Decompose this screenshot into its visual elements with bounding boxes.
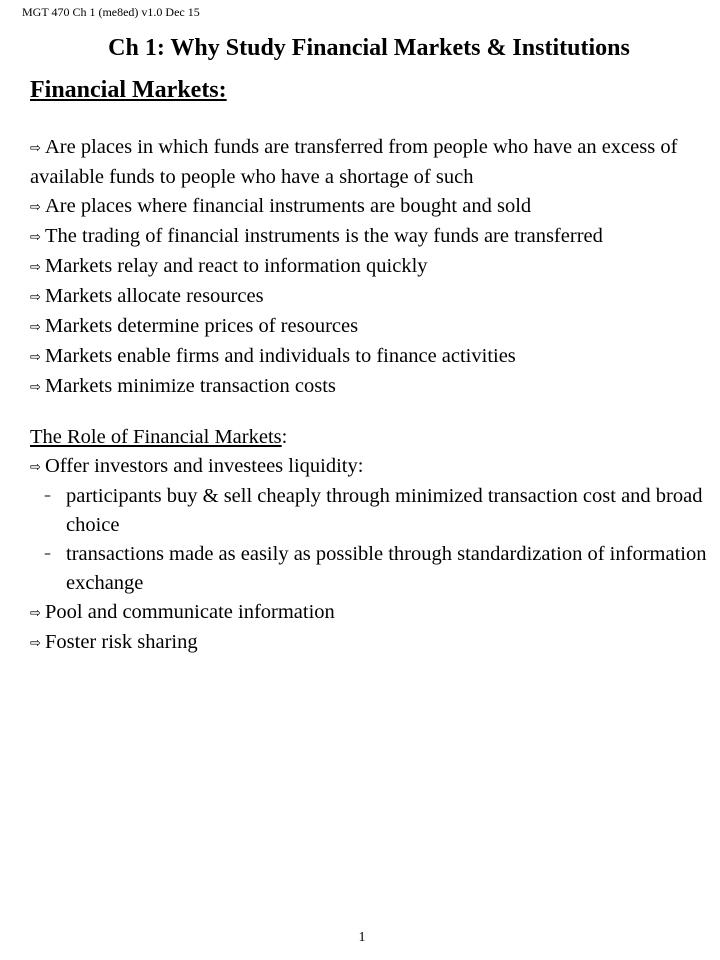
hollow-right-arrow-icon: ⇨ <box>30 320 41 335</box>
bullet-text: Markets determine prices of resources <box>45 315 359 337</box>
bullet-item <box>30 252 720 282</box>
bullet-text: The trading of financial instruments is the way funds are transferred <box>45 225 603 247</box>
hollow-right-arrow-icon: ⇨ <box>30 230 41 245</box>
bullet-text: Markets relay and react to information quickly <box>45 255 428 277</box>
bullet-item <box>30 282 720 312</box>
hollow-right-arrow-icon: ⇨ <box>30 290 41 305</box>
bullet-text: Offer investors and investees liquidity: <box>45 455 364 477</box>
role-heading-underlined: The Role of Financial Markets <box>30 426 282 448</box>
hollow-right-arrow-icon: ⇨ <box>30 350 41 365</box>
hollow-right-arrow-icon: ⇨ <box>30 636 41 651</box>
bullet-item <box>30 312 720 342</box>
bullet-text: Are places in which funds are transferred from people who have an excess of available funds to people who have a shortage of such <box>30 136 678 188</box>
bullet-item <box>30 192 720 222</box>
financial-markets-bullet-list <box>30 133 720 402</box>
role-bullet-list <box>30 452 720 658</box>
bullet-text: Pool and communicate information <box>45 601 335 623</box>
sub-bullet-text: participants buy & sell cheaply through minimized transaction cost and broad choice <box>66 485 703 536</box>
hollow-right-arrow-icon: ⇨ <box>30 200 41 215</box>
bullet-item <box>30 372 720 402</box>
section-heading-financial-markets: Financial Markets: <box>30 77 227 103</box>
bullet-item <box>30 598 720 628</box>
bullet-item <box>30 342 720 372</box>
page-title: Ch 1: Why Study Financial Markets & Institutions <box>108 35 630 61</box>
bullet-text: Markets enable firms and individuals to finance activities <box>45 345 516 367</box>
hollow-right-arrow-icon: ⇨ <box>30 260 41 275</box>
sub-bullet-item <box>30 482 720 540</box>
hollow-right-arrow-icon: ⇨ <box>30 380 41 395</box>
bullet-text: Foster risk sharing <box>45 631 198 653</box>
bullet-item <box>30 133 720 192</box>
bullet-text: Markets allocate resources <box>45 285 264 307</box>
dash-icon: – <box>44 488 51 504</box>
header-note: MGT 470 Ch 1 (me8ed) v1.0 Dec 15 <box>22 5 200 19</box>
dash-icon: – <box>44 546 51 562</box>
bullet-text: Markets minimize transaction costs <box>45 375 336 397</box>
hollow-right-arrow-icon: ⇨ <box>30 141 41 156</box>
role-heading-suffix: : <box>281 426 288 448</box>
hollow-right-arrow-icon: ⇨ <box>30 460 41 475</box>
sub-bullet-text: transactions made as easily as possible through standardization of information exchange <box>66 543 707 594</box>
bullet-text: Are places where financial instruments are bought and sold <box>45 195 532 217</box>
bullet-item <box>30 628 720 658</box>
sub-bullet-item <box>30 540 720 598</box>
bullet-item <box>30 452 720 482</box>
hollow-right-arrow-icon: ⇨ <box>30 606 41 621</box>
section-heading-role-of-financial-markets <box>30 423 287 452</box>
page-number: 1 <box>358 930 366 945</box>
bullet-item <box>30 222 720 252</box>
